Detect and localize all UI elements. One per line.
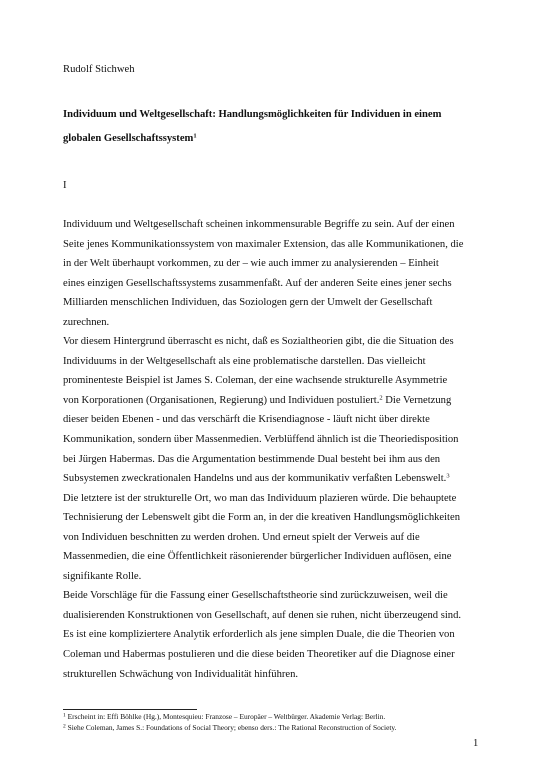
body-line-text: Beide Vorschläge für die Fassung einer Gesellschaftstheorie sind zurückzuweisen, weil die (63, 590, 448, 602)
body-line-text: Milliarden menschlichen Individuen, das Soziologen gern der Umwelt der Gesellschaft (63, 297, 433, 309)
body-line (63, 469, 488, 489)
page-number: 1 (473, 738, 479, 749)
footnote-marker: 2 (63, 723, 66, 730)
footnote (63, 712, 493, 723)
body-line-text: Coleman und Habermas postulieren und die diese beiden Theoretiker auf die Diagnose einer (63, 649, 455, 661)
body-line-text: Die letztere ist der strukturelle Ort, wo man das Individuum plazieren würde. Die behauptete (63, 492, 457, 504)
body-line (63, 313, 488, 333)
title-line-1: Individuum und Weltgesellschaft: Handlungsmöglichkeiten für Individuen in einem (63, 109, 442, 120)
footnote-text: Siehe Coleman, James S.: Foundations of Social Theory; ebenso ders.: The Rational Reconstruction of Society. (65, 722, 397, 732)
footnotes (63, 712, 493, 733)
body-line-text: Es ist eine kompliziertere Analytik erforderlich als jene simplen Duale, die die Theorien von (63, 629, 455, 641)
body-line (63, 547, 488, 567)
body-line (63, 235, 488, 255)
body-line (63, 410, 488, 430)
body-line (63, 489, 488, 509)
body-line (63, 391, 488, 411)
body-line-text: Massenmedien, die eine Öffentlichkeit räsonierender bürgerlicher Individuen auflösen, eine (63, 551, 452, 563)
body-line-text: Individuums in der Weltgesellschaft als eine problematische darstellen. Das vielleicht (63, 355, 426, 367)
body-line-text: eines einzigen Gesellschaftssystems zusammenfaßt. Auf der anderen Seite eines jener sechs (63, 277, 452, 289)
body-line (63, 332, 488, 352)
section-heading: I (63, 180, 67, 191)
body-line (63, 450, 488, 470)
body-line-text: dualisierenden Konstruktionen von Gesellschaft, auf denen sie ruhen, nicht überzeugend sind. (63, 609, 462, 621)
document-title (63, 103, 493, 151)
body-line (63, 645, 488, 665)
footnote-marker: 1 (63, 712, 66, 719)
body-line-text: Individuum und Weltgesellschaft scheinen inkommensurable Begriffe zu sein. Auf der einen (63, 219, 455, 230)
body-line-text: Subsystemen zweckrationalen Handelns und aus der kommunikativ verfaßten Lebenswelt. (63, 473, 447, 485)
body-line-text: Vor diesem Hintergrund überrascht es nicht, daß es Sozialtheorien gibt, die die Situation des (63, 336, 454, 348)
body-line-text: Kommunikation, sondern über Massenmedien. Verblüffend ähnlich ist die Theoriedisposition (63, 434, 459, 446)
title-line-2: globalen Gesellschaftssystem (63, 133, 194, 144)
body-line (63, 606, 488, 626)
body-line-text: Technisierung der Lebenswelt gibt die Form an, in der die kreativen Handlungsmöglichkeiten (63, 512, 461, 524)
body-line-continuation: Die Vernetzung (382, 394, 452, 406)
footnote-reference: 3 (446, 472, 450, 480)
body-line-text: dieser beiden Ebenen - und das verschärft die Krisendiagnose - läuft nicht über direkte (63, 414, 430, 426)
body-line (63, 430, 488, 450)
body-line (63, 352, 488, 372)
body-line-text: bei Jürgen Habermas. Das die Argumentation bestimmende Dual besteht bei ihm aus den (63, 453, 441, 465)
body-line-text: Seite jenes Kommunikationssystem von maximaler Extension, das alle Kommunikationen, die (63, 238, 464, 250)
body-line-text: von Individuen beschnitten zu werden drohen. Und erneut spielt der Verweis auf die (63, 531, 420, 543)
footnote-reference: 2 (379, 394, 383, 402)
body-line (63, 586, 488, 606)
body-line (63, 215, 488, 235)
body-line (63, 371, 488, 391)
body-line (63, 293, 488, 313)
footnote-divider (63, 709, 197, 710)
body-line-text: von Korporationen (Organisationen, Regierung) und Individuen postuliert. (63, 394, 380, 406)
body-line-text: prominenteste Beispiel ist James S. Coleman, der eine wachsende strukturelle Asymmetrie (63, 375, 448, 387)
body-line (63, 508, 488, 528)
body-line (63, 625, 488, 645)
body-line (63, 274, 488, 294)
body-line-text: in der Welt überhaupt vorkommen, zu der – wie auch immer zu analysierenden – Einheit (63, 258, 439, 270)
body-text (63, 215, 488, 684)
footnote (63, 723, 493, 734)
footnote-text: Erscheint in: Effi Böhlke (Hg.), Montesquieu: Franzose – Europäer – Weltbürger. Akademie Verlag: Berlin. (65, 712, 386, 721)
body-line-text: strukturellen Schwächung von Individualität hinführen. (63, 668, 299, 680)
author-name: Rudolf Stichweh (63, 64, 135, 75)
body-line-text: signifikante Rolle. (63, 570, 142, 582)
body-line (63, 528, 488, 548)
body-line (63, 665, 488, 685)
body-line (63, 254, 488, 274)
body-line (63, 567, 488, 587)
title-footnote-marker: 1 (193, 132, 197, 140)
body-line-text: zurechnen. (63, 316, 110, 328)
